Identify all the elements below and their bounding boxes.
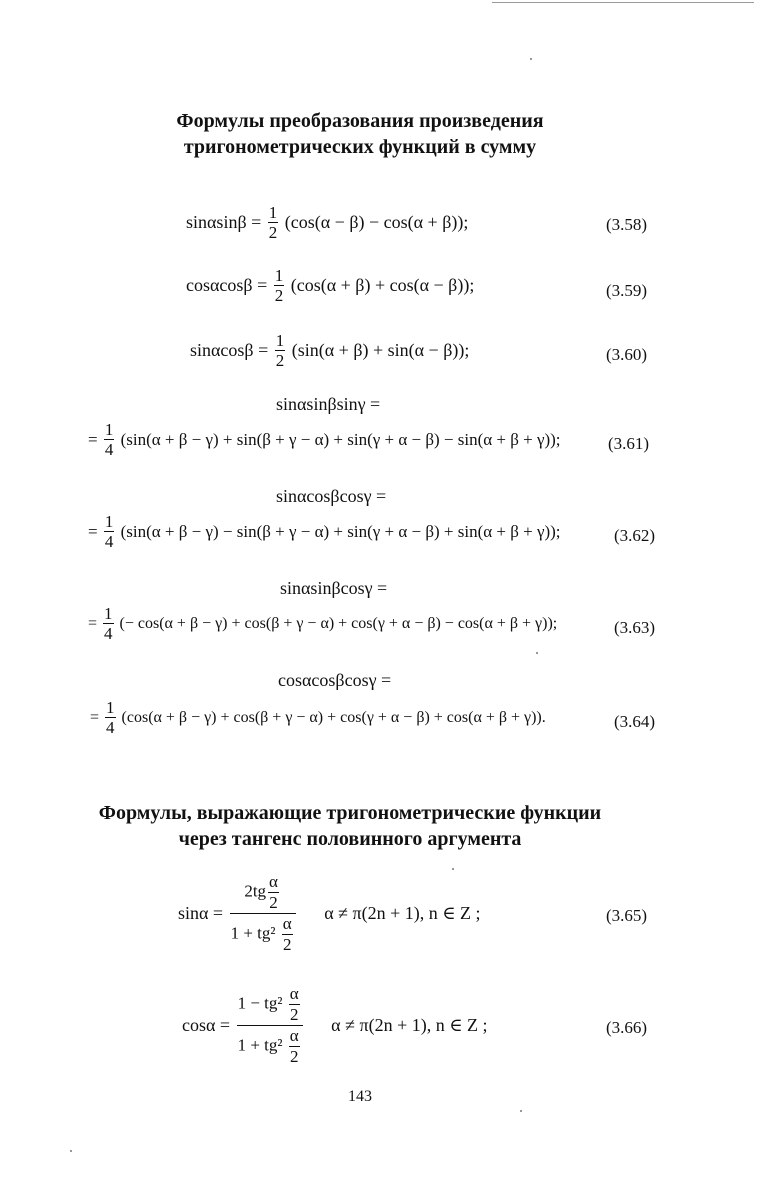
inner-denominator: 2 xyxy=(289,1047,299,1066)
formula-rhs: (cos(α − β) − cos(α + β)); xyxy=(284,212,469,232)
equation-number: (3.63) xyxy=(614,618,656,637)
fraction-numerator xyxy=(237,984,303,1025)
formula-rhs: (sin(α + β − γ) − sin(β + γ − α) + sin(γ + α − β) + sin(α + β + γ)); xyxy=(120,521,561,541)
equation-number: (3.65) xyxy=(606,906,648,925)
inner-denominator: 2 xyxy=(289,1005,299,1024)
formula-condition: α ≠ π(2n + 1), n ∈ Z ; xyxy=(324,903,481,923)
inner-fraction xyxy=(282,914,293,955)
heading-line-1: Формулы, выражающие тригонометрические функции xyxy=(98,802,602,824)
inner-denominator: 2 xyxy=(269,893,278,912)
fraction-denominator: 4 xyxy=(104,532,114,551)
fraction-denominator: 2 xyxy=(274,286,284,305)
section-heading-product-to-sum xyxy=(40,108,680,160)
fraction xyxy=(104,420,115,459)
fraction-denominator xyxy=(230,913,296,955)
page-number: 143 xyxy=(348,1088,372,1105)
fraction xyxy=(274,266,285,305)
formula-rhs: (sin(α + β − γ) + sin(β + γ − α) + sin(γ + α − β) − sin(α + β + γ)); xyxy=(120,429,561,449)
formula-3-63-head: sinαsinβcosγ = xyxy=(280,578,388,598)
fraction-numerator: 1 xyxy=(104,420,114,439)
fraction xyxy=(230,872,296,955)
equation-number: (3.64) xyxy=(614,712,656,731)
formula-3-62 xyxy=(88,512,561,562)
scan-speck xyxy=(70,1150,72,1152)
formula-3-61 xyxy=(88,420,561,470)
fraction-denominator: 4 xyxy=(104,440,114,459)
inner-fraction xyxy=(289,1026,300,1067)
equation-number: (3.60) xyxy=(606,345,648,364)
scan-edge-line xyxy=(492,2,754,3)
formula-lhs: sinα = xyxy=(178,903,224,923)
formula-rhs: (cos(α + β − γ) + cos(β + γ − α) + cos(γ + α − β) + cos(α + β + γ)). xyxy=(121,708,546,726)
equals-sign: = xyxy=(88,614,98,632)
formula-3-66 xyxy=(182,984,488,1074)
formula-rhs: (sin(α + β) + sin(α − β)); xyxy=(291,340,470,360)
denominator-text: 1 + tg² xyxy=(237,1035,287,1055)
fraction-numerator: 1 xyxy=(104,604,113,623)
heading-line-2: тригонометрических функций в сумму xyxy=(183,136,537,158)
equals-sign: = xyxy=(88,429,98,449)
formula-lhs: cosα = xyxy=(182,1015,231,1035)
formula-3-64 xyxy=(90,698,546,748)
fraction xyxy=(268,203,279,242)
formula-lhs: sinαcosβ = xyxy=(190,340,269,360)
formula-rhs: (cos(α + β) + cos(α − β)); xyxy=(290,275,475,295)
formula-3-58 xyxy=(186,203,468,253)
fraction-numerator: 1 xyxy=(268,203,278,222)
fraction-denominator: 4 xyxy=(104,624,113,643)
inner-numerator: α xyxy=(289,984,299,1003)
section-heading-half-angle xyxy=(10,800,690,852)
inner-denominator: 2 xyxy=(282,935,292,954)
formula-3-60 xyxy=(190,331,469,381)
inner-numerator: α xyxy=(269,872,278,891)
scan-speck xyxy=(530,58,532,60)
scan-speck xyxy=(520,1110,522,1112)
fraction xyxy=(103,604,114,643)
formula-condition: α ≠ π(2n + 1), n ∈ Z ; xyxy=(331,1015,488,1035)
denominator-text: 1 + tg² xyxy=(230,923,280,943)
equation-number: (3.62) xyxy=(614,526,656,545)
equals-sign: = xyxy=(90,708,100,726)
fraction-numerator: 1 xyxy=(106,698,115,717)
formula-3-65 xyxy=(178,872,481,962)
formula-3-62-head: sinαcosβcosγ = xyxy=(276,486,387,506)
fraction-denominator: 2 xyxy=(268,223,278,242)
fraction-numerator: 1 xyxy=(104,512,114,531)
fraction-denominator: 2 xyxy=(275,351,285,370)
fraction-numerator: 1 xyxy=(274,266,284,285)
scan-speck xyxy=(536,652,538,654)
heading-line-2: через тангенс половинного аргумента xyxy=(178,828,522,850)
formula-rhs: (− cos(α + β − γ) + cos(β + γ − α) + cos(γ + α − β) − cos(α + β + γ)); xyxy=(119,614,558,632)
numerator-text: 2tg xyxy=(244,881,267,901)
fraction xyxy=(275,331,286,370)
fraction-numerator xyxy=(230,872,296,913)
inner-numerator: α xyxy=(289,1026,299,1045)
formula-3-59 xyxy=(186,266,474,316)
scan-speck xyxy=(452,868,454,870)
formula-3-63 xyxy=(88,604,557,654)
formula-lhs: sinαsinβ = xyxy=(186,212,262,232)
numerator-text: 1 − tg² xyxy=(237,993,287,1013)
equation-number: (3.66) xyxy=(606,1018,648,1037)
fraction-denominator: 4 xyxy=(106,718,115,737)
fraction xyxy=(237,984,303,1067)
equation-number: (3.59) xyxy=(606,281,648,300)
inner-fraction xyxy=(268,872,279,913)
fraction-denominator xyxy=(237,1025,303,1067)
inner-fraction xyxy=(289,984,300,1025)
formula-3-64-head: cosαcosβcosγ = xyxy=(278,670,392,690)
fraction xyxy=(105,698,116,737)
equation-number: (3.61) xyxy=(608,434,650,453)
equation-number: (3.58) xyxy=(606,215,648,234)
equals-sign: = xyxy=(88,521,98,541)
inner-numerator: α xyxy=(282,914,292,933)
formula-3-61-head: sinαsinβsinγ = xyxy=(276,394,381,414)
heading-line-1: Формулы преобразования произведения xyxy=(176,110,544,132)
fraction-numerator: 1 xyxy=(275,331,285,350)
formula-lhs: cosαcosβ = xyxy=(186,275,268,295)
fraction xyxy=(104,512,115,551)
